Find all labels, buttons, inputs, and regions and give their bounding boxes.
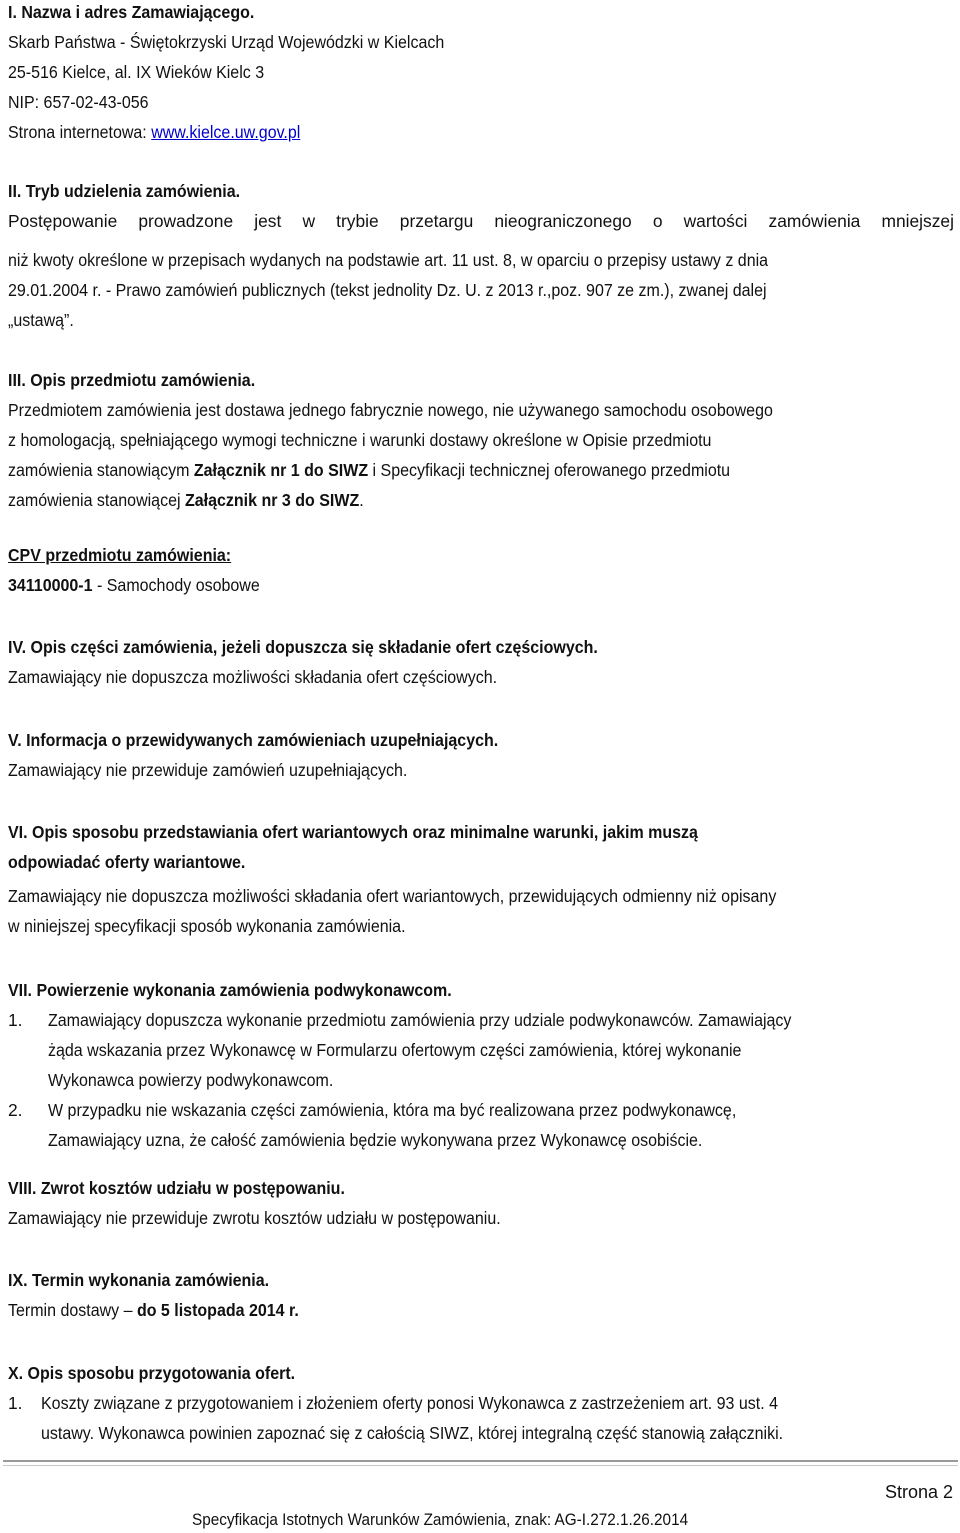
section-2-line-3: 29.01.2004 r. - Prawo zamówień publicznych (tekst jednolity Dz. U. z 2013 r.,poz. 907 ze zm.), zwanej dalej: [8, 280, 767, 300]
section-5-text: Zamawiający nie przewiduje zamówień uzupełniających.: [8, 760, 408, 780]
section-3-line-2: z homologacją, spełniającego wymogi techniczne i warunki dostawy określone w Opisie przedmiotu: [8, 430, 712, 450]
cpv-heading: CPV przedmiotu zamówienia:: [8, 545, 232, 565]
section-7-item-2-line-1: W przypadku nie wskazania części zamówienia, która ma być realizowana przez podwykonawcę,: [48, 1100, 737, 1120]
section-10-item-1-number: 1.: [8, 1393, 23, 1413]
section-3-line-4: zamówienia stanowiącej Załącznik nr 3 do SIWZ.: [8, 490, 364, 510]
section-7-heading: VII. Powierzenie wykonania zamówienia podwykonawcom.: [8, 980, 452, 1000]
contracting-authority-nip: NIP: 657-02-43-056: [8, 92, 149, 112]
section-10-heading: X. Opis sposobu przygotowania ofert.: [8, 1363, 296, 1383]
annex-1-reference: Załącznik nr 1 do SIWZ: [193, 460, 369, 480]
section-2-line-4: „ustawą”.: [8, 310, 74, 330]
contracting-authority-address: 25-516 Kielce, al. IX Wieków Kielc 3: [8, 62, 265, 82]
cpv-line: [8, 570, 260, 600]
section-7-item-1-line-1: Zamawiający dopuszcza wykonanie przedmiotu zamówienia przy udziale podwykonawców. Zamawiający: [48, 1010, 792, 1030]
website-link[interactable]: www.kielce.uw.gov.pl: [151, 122, 301, 142]
cpv-description: - Samochody osobowe: [92, 575, 260, 595]
section-3-line-3: zamówienia stanowiącym Załącznik nr 1 do SIWZ i Specyfikacji technicznej oferowanego przedmiotu: [8, 460, 731, 480]
section-10-item-1-line-2: ustawy. Wykonawca powinien zapoznać się z całością SIWZ, której integralną część stanowią załączniki.: [41, 1423, 784, 1443]
section-2-heading: II. Tryb udzielenia zamówienia.: [8, 181, 241, 201]
section-5-heading: V. Informacja o przewidywanych zamówieniach uzupełniających.: [8, 730, 499, 750]
section-2-line-2: niż kwoty określone w przepisach wydanych na podstawie art. 11 ust. 8, w oparciu o przepisy ustawy z dnia: [8, 250, 769, 270]
section-6-line-1: Zamawiający nie dopuszcza możliwości składania ofert wariantowych, przewidujących odmienny niż opisany: [8, 886, 777, 906]
cpv-code: 34110000-1: [8, 575, 93, 595]
website-label: Strona internetowa:: [8, 122, 152, 142]
contracting-authority-name: Skarb Państwa - Świętokrzyski Urząd Wojewódzki w Kielcach: [8, 32, 445, 52]
section-3-heading: III. Opis przedmiotu zamówienia.: [8, 370, 256, 390]
section-7-item-1-line-2: żąda wskazania przez Wykonawcę w Formularzu ofertowym części zamówienia, której wykonanie: [48, 1040, 742, 1060]
footer-document-reference: Specyfikacja Istotnych Warunków Zamówienia, znak: AG-I.272.1.26.2014: [192, 1510, 689, 1529]
section-8-text: Zamawiający nie przewiduje zwrotu kosztów udziału w postępowaniu.: [8, 1208, 501, 1228]
website-line: [8, 117, 300, 147]
section-9-text: Termin dostawy – do 5 listopada 2014 r.: [8, 1300, 299, 1320]
section-7-item-1-number: 1.: [8, 1010, 23, 1030]
section-4-text: Zamawiający nie dopuszcza możliwości składania ofert częściowych.: [8, 667, 498, 687]
section-8-heading: VIII. Zwrot kosztów udziału w postępowaniu.: [8, 1178, 345, 1198]
section-10-item-1-line-1: Koszty związane z przygotowaniem i złożeniem oferty ponosi Wykonawca z zastrzeżeniem art. 93 ust. 4: [41, 1393, 779, 1413]
page-number: Strona 2: [885, 1482, 954, 1502]
footer-rule: [3, 1460, 958, 1462]
section-7-item-2-number: 2.: [8, 1100, 23, 1120]
section-2-line-1: Postępowanie prowadzone jest w trybie przetargu nieograniczonego o wartości zamówienia mniejszej: [8, 211, 954, 231]
section-6-heading-2: odpowiadać oferty wariantowe.: [8, 852, 246, 872]
delivery-deadline: do 5 listopada 2014 r.: [136, 1300, 299, 1320]
section-3-line-1: Przedmiotem zamówienia jest dostawa jednego fabrycznie nowego, nie używanego samochodu osobowego: [8, 400, 773, 420]
annex-3-reference: Załącznik nr 3 do SIWZ: [184, 490, 360, 510]
section-1-heading: I. Nazwa i adres Zamawiającego.: [8, 2, 255, 22]
section-7-item-2-line-2: Zamawiający uzna, że całość zamówienia będzie wykonywana przez Wykonawcę osobiście.: [48, 1130, 703, 1150]
section-7-item-1-line-3: Wykonawca powierzy podwykonawcom.: [48, 1070, 334, 1090]
section-4-heading: IV. Opis części zamówienia, jeżeli dopuszcza się składanie ofert częściowych.: [8, 637, 598, 657]
section-6-line-2: w niniejszej specyfikacji sposób wykonania zamówienia.: [8, 916, 406, 936]
footer-rule-thin: [3, 1465, 958, 1466]
section-6-heading-1: VI. Opis sposobu przedstawiania ofert wariantowych oraz minimalne warunki, jakim muszą: [8, 822, 698, 842]
section-9-heading: IX. Termin wykonania zamówienia.: [8, 1270, 270, 1290]
